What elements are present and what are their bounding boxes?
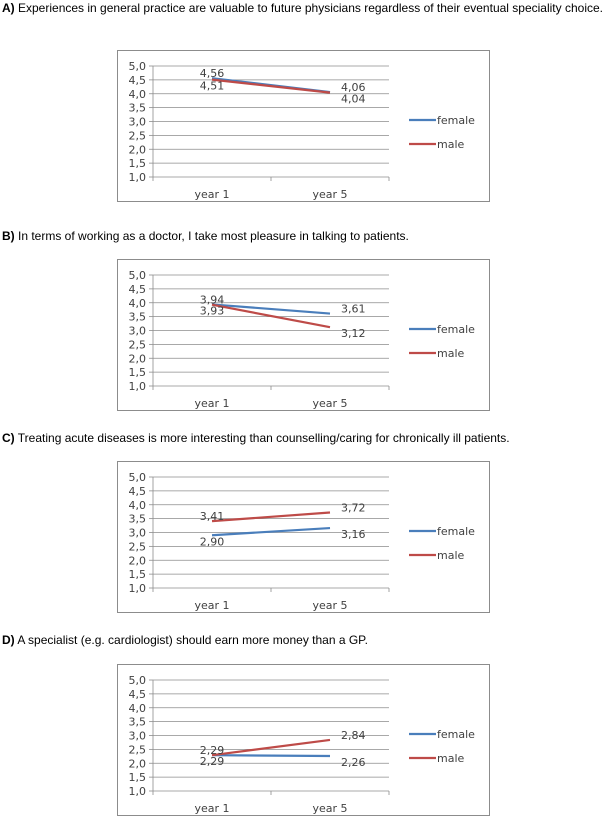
y-tick-label: 4,5 bbox=[128, 484, 146, 498]
y-tick-label: 3,0 bbox=[128, 526, 146, 540]
x-tick-label: year 1 bbox=[194, 599, 230, 612]
data-label-male: 3,72 bbox=[341, 501, 366, 515]
y-tick-label: 4,0 bbox=[128, 701, 146, 715]
y-tick-label: 3,5 bbox=[128, 715, 146, 729]
x-tick-label: year 5 bbox=[312, 802, 348, 815]
data-label-male: 3,41 bbox=[199, 510, 225, 524]
y-tick-label: 1,0 bbox=[128, 582, 146, 595]
chart-a bbox=[117, 50, 490, 202]
x-tick-label: year 5 bbox=[312, 188, 348, 201]
data-label-male: 3,93 bbox=[199, 304, 225, 318]
y-tick-label: 4,5 bbox=[128, 282, 146, 296]
series-line-female bbox=[212, 528, 330, 535]
y-tick-label: 2,0 bbox=[128, 757, 146, 771]
y-tick-label: 3,5 bbox=[128, 101, 146, 115]
y-tick-label: 5,0 bbox=[128, 60, 146, 73]
legend-label-female: female bbox=[437, 728, 475, 741]
data-label-female: 3,94 bbox=[199, 293, 225, 307]
data-label-female: 4,56 bbox=[199, 67, 225, 81]
y-tick-label: 1,5 bbox=[128, 157, 146, 171]
section-d-letter: D) bbox=[2, 633, 15, 647]
data-label-female: 4,06 bbox=[341, 81, 366, 95]
y-tick-label: 3,0 bbox=[128, 729, 146, 743]
section-c-label bbox=[2, 428, 510, 448]
x-tick-label: year 1 bbox=[194, 188, 230, 201]
data-label-female: 2,90 bbox=[199, 535, 225, 549]
series-line-male bbox=[212, 80, 330, 93]
y-tick-label: 2,5 bbox=[128, 743, 146, 757]
y-tick-label: 2,5 bbox=[128, 338, 146, 352]
y-tick-label: 4,0 bbox=[128, 87, 146, 101]
x-tick-label: year 1 bbox=[194, 802, 230, 815]
chart-d bbox=[117, 664, 490, 816]
chart-d-svg bbox=[118, 665, 489, 815]
legend-label-female: female bbox=[437, 525, 475, 538]
section-b-label bbox=[2, 226, 409, 246]
legend-label-male: male bbox=[437, 138, 465, 151]
legend-label-male: male bbox=[437, 549, 465, 562]
y-tick-label: 3,5 bbox=[128, 512, 146, 526]
y-tick-label: 2,0 bbox=[128, 143, 146, 157]
section-c-letter: C) bbox=[2, 431, 15, 445]
legend-label-female: female bbox=[437, 323, 475, 336]
y-tick-label: 5,0 bbox=[128, 674, 146, 687]
y-tick-label: 1,5 bbox=[128, 568, 146, 582]
data-label-female: 3,16 bbox=[341, 528, 366, 542]
section-d-label bbox=[2, 630, 368, 650]
y-tick-label: 5,0 bbox=[128, 471, 146, 484]
data-label-male: 4,51 bbox=[199, 79, 225, 93]
chart-b-svg bbox=[118, 260, 489, 410]
legend-label-female: female bbox=[437, 114, 475, 127]
data-label-male: 2,29 bbox=[199, 755, 225, 769]
legend-label-male: male bbox=[437, 752, 465, 765]
chart-a-svg bbox=[118, 51, 489, 201]
y-tick-label: 1,0 bbox=[128, 380, 146, 393]
chart-c-svg bbox=[118, 462, 489, 612]
y-tick-label: 2,0 bbox=[128, 554, 146, 568]
chart-b bbox=[117, 259, 490, 411]
y-tick-label: 1,5 bbox=[128, 771, 146, 785]
y-tick-label: 1,0 bbox=[128, 785, 146, 798]
y-tick-label: 3,0 bbox=[128, 324, 146, 338]
data-label-female: 3,61 bbox=[341, 302, 366, 316]
series-line-male bbox=[212, 513, 330, 522]
data-label-male: 3,12 bbox=[341, 327, 366, 341]
section-a-label bbox=[2, 0, 603, 18]
y-tick-label: 5,0 bbox=[128, 269, 146, 282]
x-tick-label: year 5 bbox=[312, 397, 348, 410]
y-tick-label: 1,0 bbox=[128, 171, 146, 184]
y-tick-label: 3,5 bbox=[128, 310, 146, 324]
section-a-text: Experiences in general practice are valuable to future physicians regardless of their eventual speciality choice. bbox=[14, 1, 603, 15]
section-d-text: A specialist (e.g. cardiologist) should earn more money than a GP. bbox=[14, 633, 368, 647]
legend-label-male: male bbox=[437, 347, 465, 360]
x-tick-label: year 5 bbox=[312, 599, 348, 612]
y-tick-label: 4,0 bbox=[128, 498, 146, 512]
data-label-female: 2,26 bbox=[341, 756, 366, 770]
chart-c bbox=[117, 461, 490, 613]
section-b-text: In terms of working as a doctor, I take most pleasure in talking to patients. bbox=[14, 229, 409, 243]
data-label-male: 2,84 bbox=[341, 728, 366, 742]
y-tick-label: 2,0 bbox=[128, 352, 146, 366]
series-line-female bbox=[212, 755, 330, 756]
y-tick-label: 4,5 bbox=[128, 73, 146, 87]
section-c-text: Treating acute diseases is more interesting than counselling/caring for chronically ill patients. bbox=[14, 431, 510, 445]
y-tick-label: 3,0 bbox=[128, 115, 146, 129]
section-b-letter: B) bbox=[2, 229, 15, 243]
section-a-letter: A) bbox=[2, 1, 15, 15]
series-line-male bbox=[212, 740, 330, 755]
y-tick-label: 2,5 bbox=[128, 540, 146, 554]
y-tick-label: 4,5 bbox=[128, 687, 146, 701]
x-tick-label: year 1 bbox=[194, 397, 230, 410]
y-tick-label: 1,5 bbox=[128, 366, 146, 380]
y-tick-label: 4,0 bbox=[128, 296, 146, 310]
data-label-female: 2,29 bbox=[199, 744, 225, 758]
y-tick-label: 2,5 bbox=[128, 129, 146, 143]
data-label-male: 4,04 bbox=[341, 92, 366, 106]
